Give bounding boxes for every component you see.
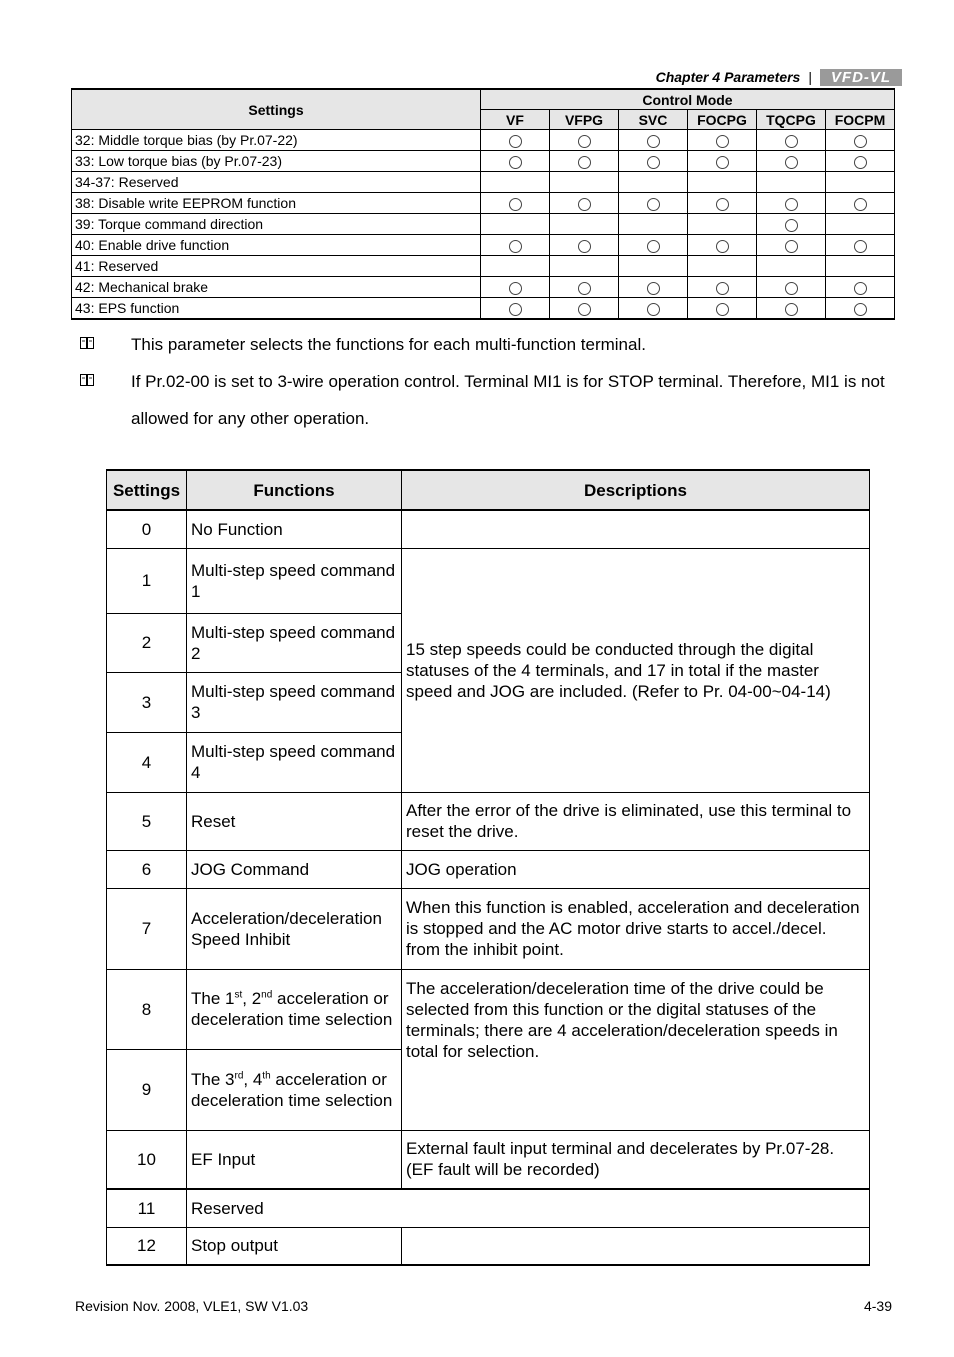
table-row: [107, 969, 870, 1049]
setting-number: 12: [107, 1227, 187, 1265]
settings-column-header: Settings: [107, 470, 187, 510]
mode-support-cell: [826, 235, 895, 256]
supported-circle-icon: [509, 303, 522, 316]
supported-circle-icon: [509, 198, 522, 211]
descriptions-column-header: Descriptions: [402, 470, 870, 510]
mode-support-cell: [619, 151, 688, 172]
mode-support-cell: [826, 277, 895, 298]
mode-support-cell: [826, 193, 895, 214]
supported-circle-icon: [716, 198, 729, 211]
mode-support-cell: [619, 235, 688, 256]
settings-header: Settings: [72, 89, 481, 130]
setting-number: 10: [107, 1130, 187, 1189]
mode-support-cell: [550, 214, 619, 235]
setting-label: 38: Disable write EEPROM function: [72, 193, 481, 214]
supported-circle-icon: [785, 282, 798, 295]
setting-number: 2: [107, 613, 187, 672]
supported-circle-icon: [647, 303, 660, 316]
table-row: [107, 792, 870, 850]
table-row: [107, 1227, 870, 1265]
mode-header-focpg: FOCPG: [688, 110, 757, 130]
function-name: Reset: [187, 792, 402, 850]
supported-circle-icon: [785, 135, 798, 148]
table-row: [72, 298, 895, 320]
mode-support-cell: [481, 130, 550, 151]
function-name: Multi-step speed command 2: [187, 613, 402, 672]
book-icon: [80, 374, 94, 386]
mode-support-cell: [619, 256, 688, 277]
setting-number: 11: [107, 1189, 187, 1227]
supported-circle-icon: [647, 156, 660, 169]
table-row: [72, 130, 895, 151]
supported-circle-icon: [716, 303, 729, 316]
control-mode-header: Control Mode: [481, 89, 895, 110]
supported-circle-icon: [647, 135, 660, 148]
function-name: Reserved: [187, 1189, 870, 1227]
setting-number: 7: [107, 888, 187, 969]
mode-header-vfpg: VFPG: [550, 110, 619, 130]
setting-number: 0: [107, 510, 187, 548]
function-name: The 3rd, 4th acceleration or deceleration time selection: [187, 1049, 402, 1130]
note-2: [80, 363, 910, 437]
supported-circle-icon: [509, 282, 522, 295]
supported-circle-icon: [509, 156, 522, 169]
function-name: Multi-step speed command 4: [187, 732, 402, 792]
function-description: After the error of the drive is eliminated, use this terminal to reset the drive.: [402, 792, 870, 850]
supported-circle-icon: [785, 156, 798, 169]
mode-support-cell: [619, 277, 688, 298]
setting-number: 5: [107, 792, 187, 850]
chapter-title: Chapter 4 Parameters: [655, 69, 801, 85]
supported-circle-icon: [578, 135, 591, 148]
table-row: [107, 510, 870, 548]
supported-circle-icon: [716, 282, 729, 295]
supported-circle-icon: [509, 135, 522, 148]
mode-support-cell: [688, 235, 757, 256]
supported-circle-icon: [578, 198, 591, 211]
supported-circle-icon: [647, 240, 660, 253]
mode-support-cell: [619, 193, 688, 214]
mode-support-cell: [757, 256, 826, 277]
table-row: [107, 1130, 870, 1189]
mode-support-cell: [688, 172, 757, 193]
supported-circle-icon: [854, 198, 867, 211]
setting-label: 40: Enable drive function: [72, 235, 481, 256]
table-row: [72, 277, 895, 298]
supported-circle-icon: [854, 282, 867, 295]
mode-support-cell: [757, 214, 826, 235]
table-row: [72, 172, 895, 193]
mode-support-cell: [826, 130, 895, 151]
mode-support-cell: [688, 151, 757, 172]
function-description: [402, 510, 870, 548]
mode-support-cell: [481, 256, 550, 277]
supported-circle-icon: [785, 303, 798, 316]
mode-support-cell: [481, 298, 550, 320]
mode-support-cell: [619, 130, 688, 151]
function-description: 15 step speeds could be conducted through the digital statuses of the 4 terminals, and 17 in total if the master speed and JOG are included. (Refer to Pr. 04-00~04-14): [402, 548, 870, 792]
function-name: Multi-step speed command 3: [187, 672, 402, 732]
mode-support-cell: [619, 298, 688, 320]
vfd-vl-logo: VFD-VL: [820, 69, 902, 86]
supported-circle-icon: [785, 219, 798, 232]
mode-support-cell: [550, 298, 619, 320]
mode-support-cell: [826, 214, 895, 235]
setting-label: 41: Reserved: [72, 256, 481, 277]
supported-circle-icon: [647, 282, 660, 295]
mode-support-cell: [757, 193, 826, 214]
function-name: Stop output: [187, 1227, 402, 1265]
function-name: No Function: [187, 510, 402, 548]
supported-circle-icon: [647, 198, 660, 211]
mode-header-tqcpg: TQCPG: [757, 110, 826, 130]
supported-circle-icon: [716, 135, 729, 148]
mode-header-vf: VF: [481, 110, 550, 130]
table-row: [72, 235, 895, 256]
mode-support-cell: [757, 298, 826, 320]
mode-support-cell: [757, 130, 826, 151]
mode-support-cell: [550, 130, 619, 151]
page-header: [656, 66, 902, 88]
note-text: This parameter selects the functions for each multi-function terminal.: [131, 335, 646, 354]
supported-circle-icon: [854, 303, 867, 316]
table-row: [72, 193, 895, 214]
mode-support-cell: [550, 277, 619, 298]
table-row: [107, 850, 870, 888]
supported-circle-icon: [578, 282, 591, 295]
mode-support-cell: [688, 256, 757, 277]
function-name: JOG Command: [187, 850, 402, 888]
function-description: The acceleration/deceleration time of the drive could be selected from this function or the digital statuses of the terminals; there are 4 acceleration/deceleration speeds in total for selection.: [402, 969, 870, 1130]
mode-support-cell: [481, 235, 550, 256]
supported-circle-icon: [716, 156, 729, 169]
note-1: [80, 326, 910, 363]
mode-header-focpm: FOCPM: [826, 110, 895, 130]
table-row: [107, 1189, 870, 1227]
mode-support-cell: [688, 298, 757, 320]
setting-label: 42: Mechanical brake: [72, 277, 481, 298]
setting-number: 3: [107, 672, 187, 732]
supported-circle-icon: [578, 240, 591, 253]
mode-support-cell: [757, 151, 826, 172]
note-text: If Pr.02-00 is set to 3-wire operation control. Terminal MI1 is for STOP terminal. Therefore, MI1 is not allowed for any other operation.: [131, 372, 885, 428]
mode-support-cell: [550, 193, 619, 214]
table-row: [72, 256, 895, 277]
supported-circle-icon: [854, 240, 867, 253]
supported-circle-icon: [509, 240, 522, 253]
setting-label: 39: Torque command direction: [72, 214, 481, 235]
mode-header-svc: SVC: [619, 110, 688, 130]
mode-support-cell: [619, 214, 688, 235]
mode-support-cell: [481, 277, 550, 298]
footer-revision: Revision Nov. 2008, VLE1, SW V1.03: [75, 1298, 309, 1314]
functions-column-header: Functions: [187, 470, 402, 510]
mode-support-cell: [481, 214, 550, 235]
supported-circle-icon: [785, 198, 798, 211]
setting-number: 6: [107, 850, 187, 888]
supported-circle-icon: [578, 303, 591, 316]
mode-support-cell: [826, 256, 895, 277]
mode-support-cell: [550, 256, 619, 277]
mode-support-cell: [826, 298, 895, 320]
header-separator: |: [808, 69, 812, 85]
setting-label: 32: Middle torque bias (by Pr.07-22): [72, 130, 481, 151]
mode-support-cell: [688, 214, 757, 235]
table-row: [72, 214, 895, 235]
mode-support-cell: [550, 172, 619, 193]
mode-support-cell: [757, 277, 826, 298]
mode-support-cell: [688, 277, 757, 298]
function-name: Acceleration/deceleration Speed Inhibit: [187, 888, 402, 969]
setting-number: 1: [107, 548, 187, 613]
setting-number: 9: [107, 1049, 187, 1130]
function-description: [402, 1227, 870, 1265]
function-description: JOG operation: [402, 850, 870, 888]
function-name: EF Input: [187, 1130, 402, 1189]
mode-support-cell: [757, 172, 826, 193]
mode-support-cell: [757, 235, 826, 256]
mode-support-cell: [550, 151, 619, 172]
mode-support-cell: [688, 130, 757, 151]
table-row: [107, 888, 870, 969]
control-mode-table: [71, 88, 895, 320]
supported-circle-icon: [785, 240, 798, 253]
mode-support-cell: [481, 151, 550, 172]
supported-circle-icon: [854, 135, 867, 148]
function-name: Multi-step speed command 1: [187, 548, 402, 613]
setting-label: 33: Low torque bias (by Pr.07-23): [72, 151, 481, 172]
setting-label: 43: EPS function: [72, 298, 481, 320]
mode-support-cell: [619, 172, 688, 193]
mode-support-cell: [550, 235, 619, 256]
setting-number: 4: [107, 732, 187, 792]
mode-support-cell: [481, 172, 550, 193]
setting-number: 8: [107, 969, 187, 1049]
table-row: [72, 151, 895, 172]
book-icon: [80, 337, 94, 349]
footer-page-number: 4-39: [863, 1298, 892, 1314]
mode-support-cell: [688, 193, 757, 214]
function-description: When this function is enabled, acceleration and deceleration is stopped and the AC motor drive starts to accel./decel. from the inhibit point.: [402, 888, 870, 969]
supported-circle-icon: [854, 156, 867, 169]
supported-circle-icon: [578, 156, 591, 169]
mode-support-cell: [481, 193, 550, 214]
function-name: The 1st, 2nd acceleration or deceleration time selection: [187, 969, 402, 1049]
setting-label: 34-37: Reserved: [72, 172, 481, 193]
supported-circle-icon: [716, 240, 729, 253]
mode-support-cell: [826, 172, 895, 193]
function-description: External fault input terminal and decelerates by Pr.07-28. (EF fault will be recorded): [402, 1130, 870, 1189]
table-row: [107, 548, 870, 613]
mode-support-cell: [826, 151, 895, 172]
function-table: [106, 469, 870, 1266]
